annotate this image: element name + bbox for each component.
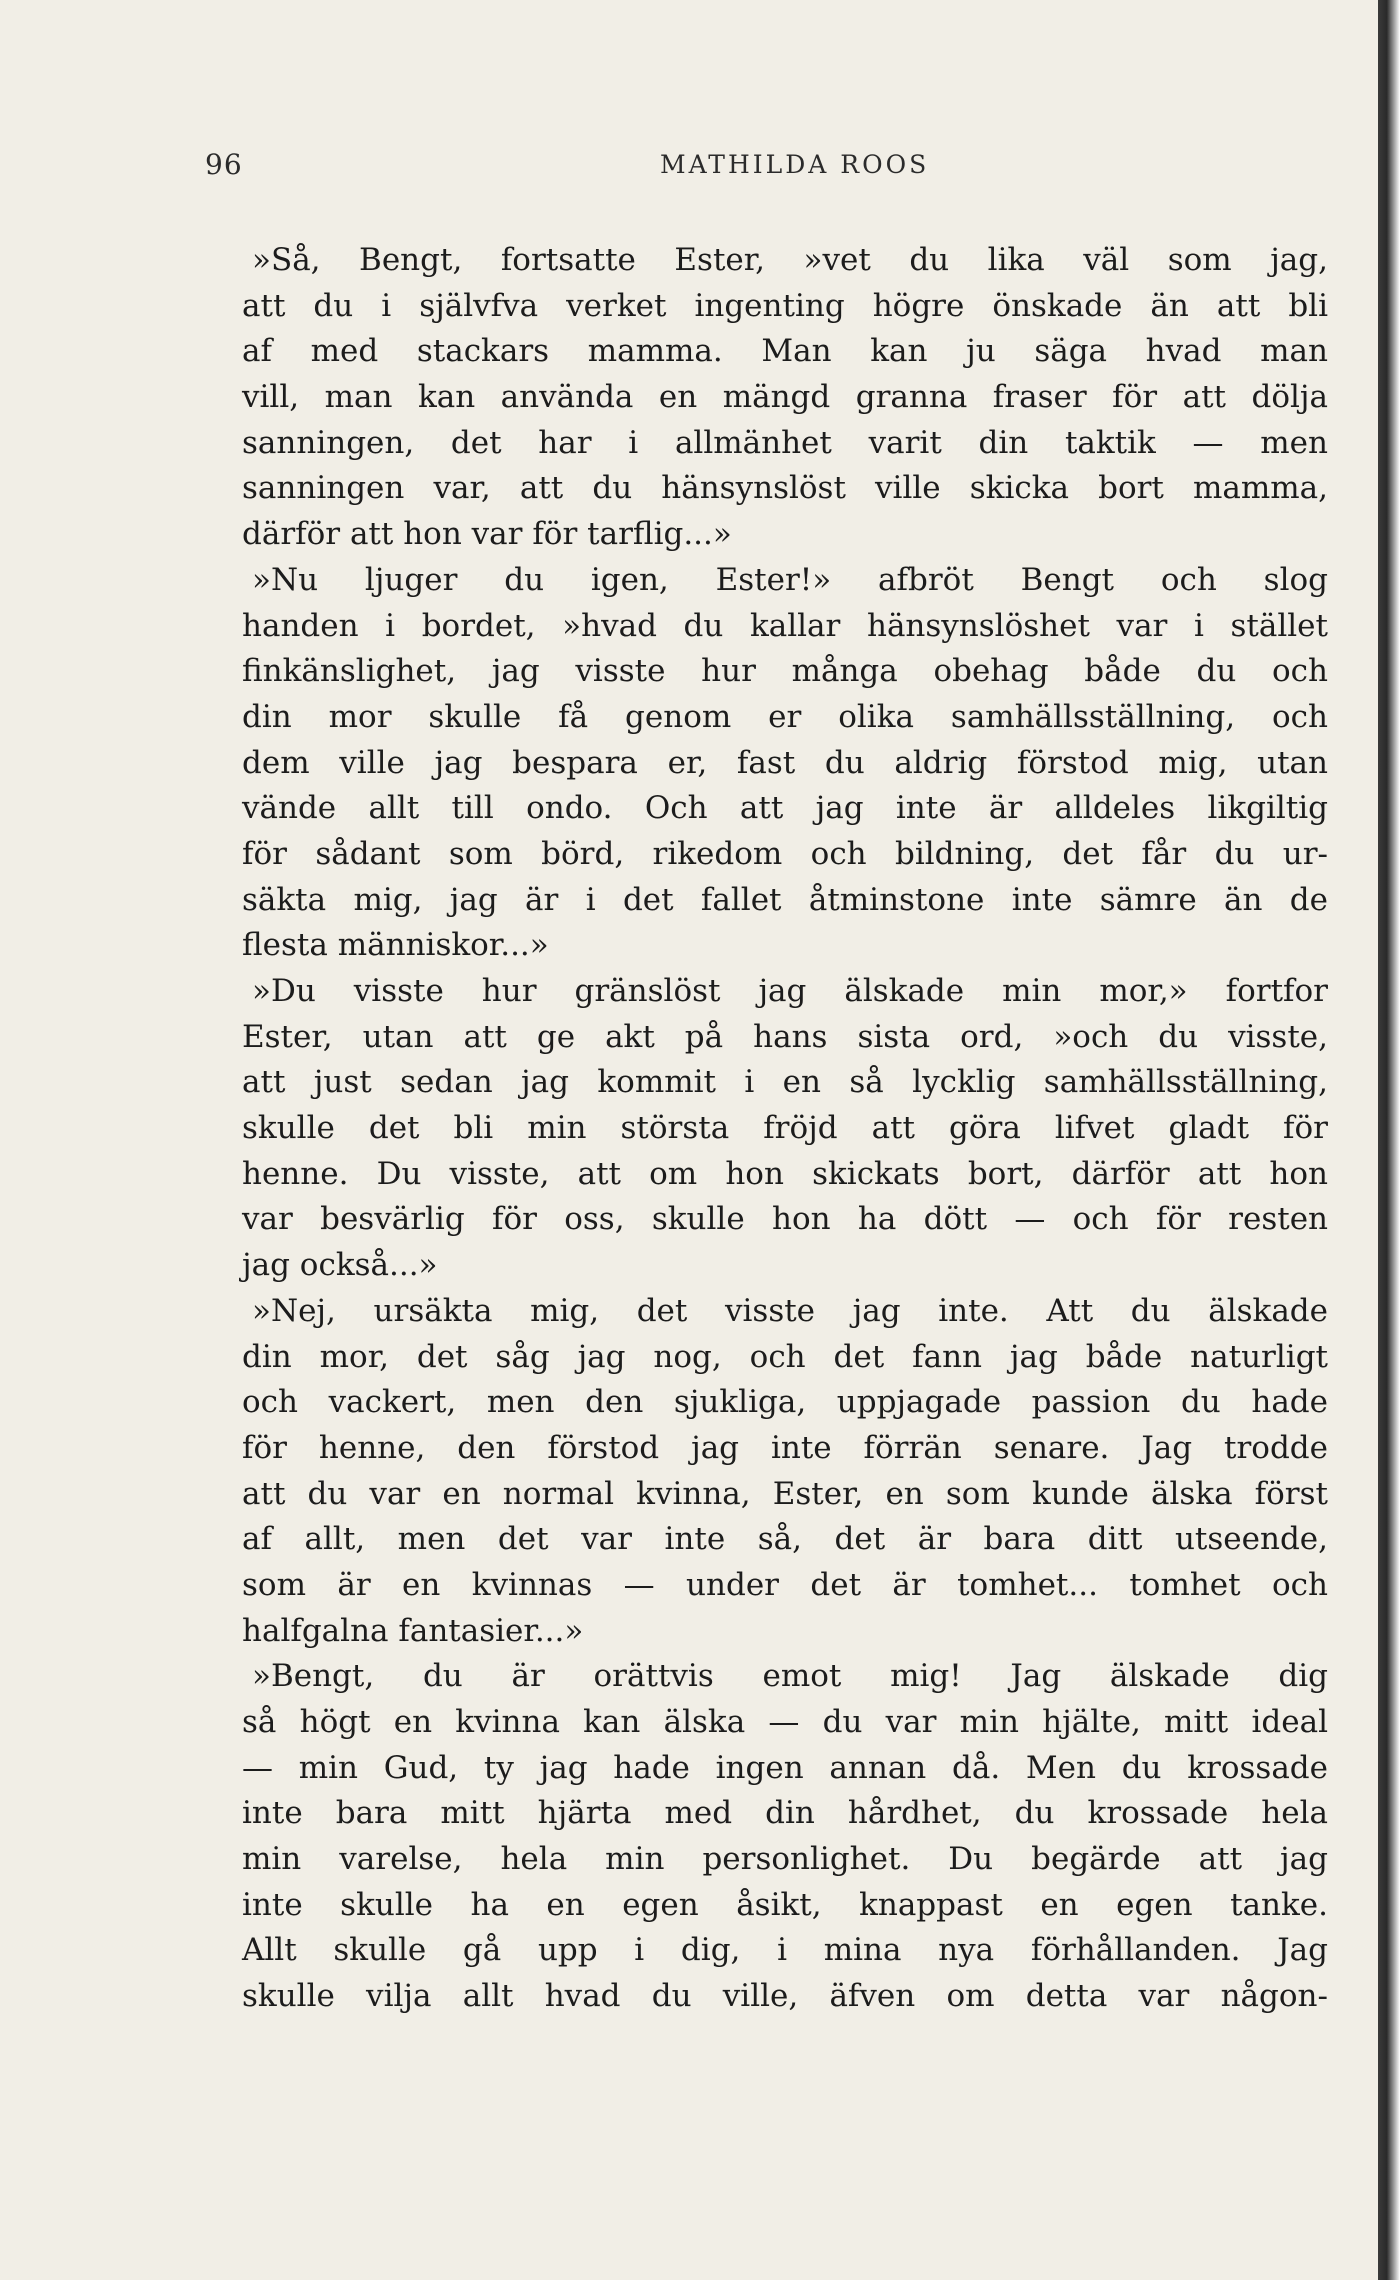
text-line: min varelse, hela min personlighet. Du begärde att jag <box>242 1841 1328 1878</box>
text-line: skulle vilja allt hvad du ville, äfven om detta var någon- <box>242 1978 1328 2015</box>
body-text <box>242 238 1328 2020</box>
text-line: din mor skulle få genom er olika samhällsställning, och <box>242 698 1328 735</box>
text-line: flesta människor...» <box>242 927 549 964</box>
text-line: för henne, den förstod jag inte förrän senare. Jag trodde <box>242 1429 1328 1466</box>
text-line: »Nej, ursäkta mig, det visste jag inte. Att du älskade <box>252 1292 1328 1329</box>
text-line: handen i bordet, »hvad du kallar hänsynslöshet var i stället <box>242 607 1328 644</box>
text-line: att du var en normal kvinna, Ester, en som kunde älska först <box>242 1475 1328 1512</box>
text-line: vände allt till ondo. Och att jag inte är alldeles likgiltig <box>242 790 1328 827</box>
text-line: inte bara mitt hjärta med din hårdhet, du krossade hela <box>242 1795 1328 1832</box>
text-line: din mor, det såg jag nog, och det fann jag både naturligt <box>242 1338 1328 1375</box>
text-line: af med stackars mamma. Man kan ju säga hvad man <box>242 333 1328 370</box>
text-line: jag också...» <box>242 1247 438 1284</box>
text-line: af allt, men det var inte så, det är bara ditt utseende, <box>242 1521 1328 1558</box>
text-line: sanningen, det har i allmänhet varit din taktik — men <box>242 424 1328 461</box>
text-line: därför att hon var för tarflig...» <box>242 516 732 553</box>
text-line: dem ville jag bespara er, fast du aldrig förstod mig, utan <box>242 744 1328 781</box>
text-line: Allt skulle gå upp i dig, i mina nya förhållanden. Jag <box>242 1932 1328 1969</box>
running-title: MATHILDA ROOS <box>660 150 930 179</box>
text-line: som är en kvinnas — under det är tomhet... tomhet och <box>242 1566 1328 1603</box>
text-line: halfgalna fantasier...» <box>242 1612 584 1649</box>
text-line: henne. Du visste, att om hon skickats bort, därför att hon <box>242 1155 1328 1192</box>
text-line: »Nu ljuger du igen, Ester!» afbröt Bengt och slog <box>252 561 1328 598</box>
text-line: »Bengt, du är orättvis emot mig! Jag älskade dig <box>252 1658 1328 1695</box>
text-line: vill, man kan använda en mängd granna fraser för att dölja <box>242 379 1328 416</box>
text-line: sanningen var, att du hänsynslöst ville skicka bort mamma, <box>242 470 1328 507</box>
text-line: för sådant som börd, rikedom och bildning, det får du ur- <box>242 835 1328 872</box>
text-line: så högt en kvinna kan älska — du var min hjälte, mitt ideal <box>242 1704 1328 1740</box>
text-line: var besvärlig för oss, skulle hon ha dött — och för resten <box>242 1201 1328 1238</box>
running-header <box>0 148 1378 196</box>
text-line: finkänslighet, jag visste hur många obehag både du och <box>242 653 1328 690</box>
text-line: »Du visste hur gränslöst jag älskade min mor,» fortfor <box>252 973 1328 1009</box>
text-line: — min Gud, ty jag hade ingen annan då. Men du krossade <box>242 1749 1328 1786</box>
text-line: »Så, Bengt, fortsatte Ester, »vet du lika väl som jag, <box>252 242 1328 278</box>
text-line: att du i självfva verket ingenting högre önskade än att bli <box>242 287 1328 324</box>
text-line: inte skulle ha en egen åsikt, knappast en egen tanke. <box>242 1886 1328 1923</box>
text-line: och vackert, men den sjukliga, uppjagade passion du hade <box>242 1384 1328 1421</box>
page-number: 96 <box>205 148 243 181</box>
text-line: säkta mig, jag är i det fallet åtminstone inte sämre än de <box>242 881 1328 918</box>
text-line: skulle det bli min största fröjd att göra lifvet gladt för <box>242 1110 1328 1147</box>
page-edge <box>1378 0 1400 2280</box>
text-line: att just sedan jag kommit i en så lycklig samhällsställning, <box>242 1064 1328 1101</box>
text-line: Ester, utan att ge akt på hans sista ord, »och du visste, <box>242 1018 1328 1055</box>
